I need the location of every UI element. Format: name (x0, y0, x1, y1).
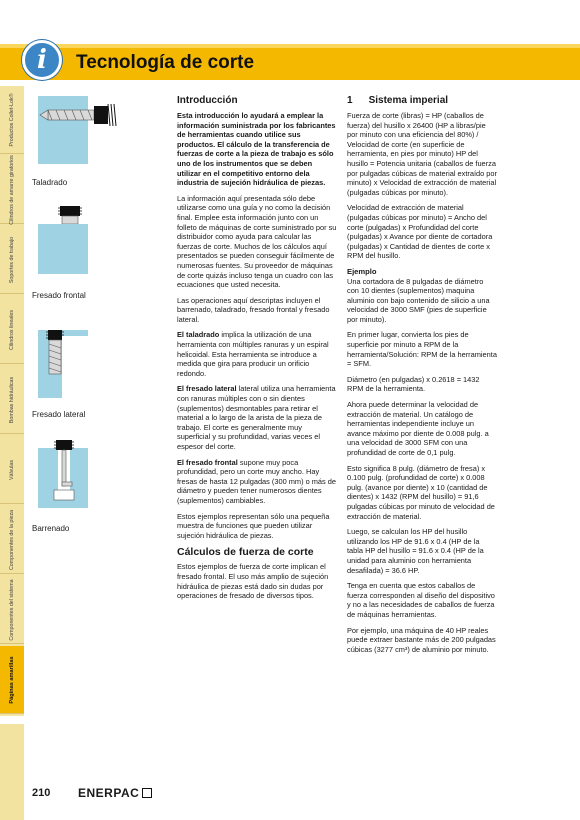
illustration-label: Fresado frontal (32, 291, 86, 300)
paragraph: Velocidad de extracción de material (pulgadas cúbicas por minuto) = Ancho del corte (pulgadas) x Profundidad del corte (pulgadas) x Avance por diente de cortadora (pulgadas) x Cantidad de dientes de corte x RPM del husillo. (347, 203, 493, 261)
illustration-label: Fresado lateral (32, 410, 86, 419)
intro-lead: Esta introducción lo ayudará a emplear la información suministrada por los fabricantes de herramientas cuando utilice sus productos. El cálculo de la transferencia de fuerzas de corte a la pieza de trabajo es sólo uno de los instrumentos que se deben utilizar en el competitivo entorno dela industria de sujeción hidráulica de piezas. (177, 111, 336, 188)
paragraph: La información aquí presentada sólo debe utilizarse como una guía y no como la decisión final. Emplee esta información junto con un folleto de máquinas de corte suministrado por su distribuidor como ayuda para calcular las fuerzas de corte. Muchos de los cálculos aquí presentados se pueden conseguir fácilmente de numerosas fuentes. Su proveedor de máquinas de corte quizás incluso tenga un cuadro con las ecuaciones que usted necesita. (177, 193, 337, 290)
paragraph: Estos ejemplos representan sólo una pequeña muestra de funciones que pueden utilizar sujeción hidráulica de piezas. (177, 511, 330, 540)
imperial-column (347, 95, 497, 660)
boring-icon (38, 440, 120, 508)
paragraph: Estos ejemplos de fuerza de corte implican el fresado frontal. El uso más amplio de sujeción hidráulica de piezas está dado sin dudas por operaciones de fresado de diversos tipos. (177, 562, 329, 601)
side-milling-icon (38, 330, 120, 398)
paragraph: Las operaciones aquí descriptas incluyen el barrenado, taladrado, fresado frontal y fresado lateral. (177, 295, 330, 324)
drilling-icon (38, 96, 120, 164)
intro-column (177, 95, 337, 607)
paragraph: Tenga en cuenta que estos caballos de fuerza corresponden al diseño del dispositivo y no a las necesidades de caballos de fuerza de máquinas herramientas. (347, 581, 495, 619)
calc-heading: Cálculos de fuerza de corte (177, 546, 314, 559)
paragraph: Por ejemplo, una máquina de 40 HP reales puede extraer bastante más de 200 pulgadas cúbicas (3277 cm³) de aluminio por minuto. (347, 625, 496, 654)
intro-heading: Introducción (177, 95, 238, 106)
tab-cilindros-lineales[interactable]: Cilindros lineales (0, 296, 24, 364)
tab-componentes-pieza[interactable]: Componentes de la pieza (0, 506, 24, 574)
tab-componentes-sistema[interactable]: Componentes del sistema (0, 576, 24, 644)
paragraph: El fresado frontal supone muy poca profundidad, pero un corte muy ancho. Hay fresas de hasta 12 pulgadas (300 mm) o más de diámetro y pueden tener numerosos dientes (suplementos) cambiables. (177, 457, 336, 505)
illustration-label: Barrenado (32, 524, 70, 533)
paragraph: Una cortadora de 8 pulgadas de diámetro con 10 dientes (suplementos) maquina aluminio con bajo contenido de silicio a una velocidad de 3000 SMF (pies de superficie por minuto). (347, 276, 490, 324)
brand-logo: ENERPAC (78, 786, 152, 800)
example-heading: Ejemplo (347, 266, 377, 276)
page-number: 210 (32, 787, 51, 799)
tab-soportes[interactable]: Soportes de trabajo (0, 226, 24, 294)
paragraph: El taladrado implica la utilización de una herramienta con múltiples ranuras y un espiral helicoidal. Esta herramienta se introduce a medida que gira para producir un orificio redondo. (177, 330, 329, 378)
section-tabs (0, 86, 24, 716)
tabs-tail (0, 724, 24, 820)
tab-cilindros-amarre[interactable]: Cilindros de amarre giratorios (0, 156, 24, 224)
paragraph: Fuerza de corte (libras) = HP (caballos de fuerza) del husillo x 26400 (HP a libras/pie por minuto con una eficiencia del 80%) / Velocidad de corte (en superficie de herramienta, en pies por minuto) HP del husillo = Potencia unitaria (caballos de fuerza por pulgadas cúbicas de material extraído por minuto) x Velocidad de extracción de material (pulgadas cúbicas por minuto). (347, 111, 497, 197)
face-milling-icon (38, 206, 120, 274)
tab-valvulas[interactable]: Válvulas (0, 436, 24, 504)
paragraph: En primer lugar, convierta los pies de superficie por minuto a RPM de la herramienta/Solución: RPM de la herramienta = SFM. (347, 330, 497, 369)
illustration-label: Taladrado (32, 178, 68, 187)
tab-collet-lok[interactable]: Productos Collet-Lok® (0, 86, 24, 154)
paragraph: Luego, se calculan los HP del husillo utilizando los HP de 91.6 x 0.4 (HP de la tabla HP del husillo = 91.6 x 0.4 (HP de la unidad para aluminio con herramienta desafilada) = 36.6 HP. (347, 527, 484, 575)
page-title: Tecnología de corte (76, 52, 255, 73)
info-icon: i (22, 40, 62, 80)
tab-paginas-amarillas[interactable]: Páginas amarillas (0, 646, 24, 714)
paragraph: El fresado lateral lateral utiliza una herramienta con ranuras múltiples con o sin dientes (suplementos) desmontables para retirar el material a lo largo de la arista de la pieza de trabajo. El corte es generalmente muy superficial y su profundidad, varias veces el espesor del corte. (177, 384, 336, 451)
imperial-heading: 1 Sistema imperial (347, 95, 449, 106)
paragraph: Ahora puede determinar la velocidad de extracción de material. Un catálogo de herramientas independiente incluye un avance máximo por diente de 0.008 pulg. a una velocidad de 3000 SFM con una profundidad de corte de 0,1 pulg. (347, 400, 489, 457)
tab-bombas[interactable]: Bombas hidráulicas (0, 366, 24, 434)
paragraph: Diámetro (en pulgadas) x 0.2618 = 1432 RPM de la herramienta. (347, 374, 480, 394)
paragraph: Esto significa 8 pulg. (diámetro de fresa) x 0.100 pulg. (profundidad de corte) x 0.008 pulg. (avance por diente) x 10 (cantidad de dientes) x 1432 (RPM del husillo) = 91,6 pulgadas cúbicas por minuto de velocidad de extracción de material. (347, 463, 495, 521)
